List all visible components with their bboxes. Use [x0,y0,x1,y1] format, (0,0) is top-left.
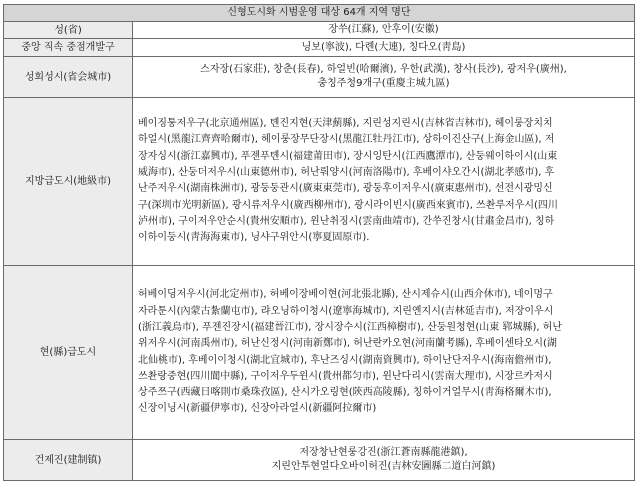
content-line: 장자싱시(浙江嘉興市), 푸젠푸톈시(福建莆田市), 장시잉탄시(江西鷹潭市), 산둥웨이하이시(山東 [138,150,558,162]
table-row-central-zone [4,39,635,57]
content-line: (浙江義烏市), 푸젠진장시(福建晉江市), 장시장수시(江西樟樹市), 산둥원청현(山東 郓城縣), 허난 [138,321,563,333]
row-content [133,39,635,57]
row-content [133,265,635,439]
table-row-prefecture-city [4,97,635,265]
content-line: 충칭주청9개구(重慶主城九區) [317,78,450,89]
content-line: 닝보(寧波), 다롄(大連), 칭다오(靑島) [301,41,466,53]
table-row-provincial-capital [4,57,635,98]
content-line: 위저우시(河南禹州市), 허난신정시(河南新鄭市), 허난란카오현(河南蘭考縣), 후베이센타오시(湖 [138,338,557,350]
table-title: 신형도시화 시범운영 대상 64개 지역 명단 [4,5,635,22]
content-line: 하얼시(黑龍江齊齊哈爾市), 헤이룽장무단장시(黑龍江牡丹江市), 상하이진산구(上海金山區), 저 [138,134,555,146]
content-line: 구(深圳市光明新區), 광시류저우시(廣西柳州市), 광시라이빈시(廣西來賓市), 쓰촨루저우시(四川 [138,199,558,211]
content-line: 베이징퉁저우구(北京通州區), 톈진지현(天津薊縣), 지린성지린시(吉林省吉林市), 헤이룽장치치 [138,118,553,130]
row-label: 성(省) [4,21,133,39]
content-line: 상주쯔구(西藏日喀則市桑珠孜區), 산시가오링현(陝西高陵縣), 칭하이거얼무시(靑海格爾木市), [138,387,552,399]
content-line: 北仙桃市), 후베이이청시(湖北宜城市), 후난즈싱시(湖南資興市), 하이난단저우시(海南儋州市), [138,354,552,366]
content-line: 이하이둥시(靑海海東市), 닝샤구위안시(寧夏固原市). [138,232,370,244]
content-line: 스자장(石家莊), 창춘(長春), 하얼빈(哈爾濱), 우한(武漢), 창사(長沙), 광저우(廣州), [200,64,567,75]
table-row-town [4,440,635,481]
row-content [133,97,635,265]
content-line: 쓰촨랑중현(四川閬中縣), 구이저우두윈시(貴州都匀市), 윈난다리시(雲南大理市), 시장르카저시 [138,370,553,382]
row-label: 중앙 직속 중점개발구 [4,39,133,57]
content-line: 지린안투현얼다오바이허진(吉林安圖縣二道白河鎮) [271,461,496,473]
content-line: 난주저우시(湖南株洲市), 광둥둥관시(廣東東莞市), 광둥후이저우시(廣東惠州市), 선전시광밍신 [138,183,553,195]
pilot-regions-table [3,4,635,481]
content-line: 허베이딩저우시(河北定州市), 허베이장베이현(河北張北縣), 산시제슈시(山西介休市), 네이멍구 [138,289,553,301]
row-content [133,440,635,481]
table-row-county-city [4,265,635,439]
content-line: 泸州市), 구이저우안순시(貴州安順市), 윈난취징시(雲南曲靖市), 간쑤진창시(甘肅金昌市), 칭하 [138,215,555,227]
content-line: 저장창난현룽강진(浙江蒼南縣龍港鎮), [299,447,468,459]
table-title-row [4,5,635,22]
content-line: 신장이닝시(新疆伊寧市), 신장아라얼시(新疆阿拉爾市) [138,403,377,415]
content-line: 威海市), 산둥더저우시(山東德州市), 허난뤄양시(河南洛陽市), 후베이샤오간시(湖北孝感市), 후 [138,167,555,179]
row-label: 지방급도시(地級市) [4,97,133,265]
row-label: 현(縣)급도시 [4,265,133,439]
table-row-province [4,21,635,39]
row-content [133,57,635,98]
row-label: 건제진(建制镇) [4,440,133,481]
row-label: 성회성시(省会城市) [4,57,133,98]
content-line: 장쑤(江蘇), 안후이(安徽) [328,24,439,36]
row-content [133,21,635,39]
content-line: 자라툰시(內蒙古紮蘭屯市), 랴오닝하이청시(遼寧海城市), 지린옌지시(吉林延吉市), 저장이우시 [138,305,554,317]
